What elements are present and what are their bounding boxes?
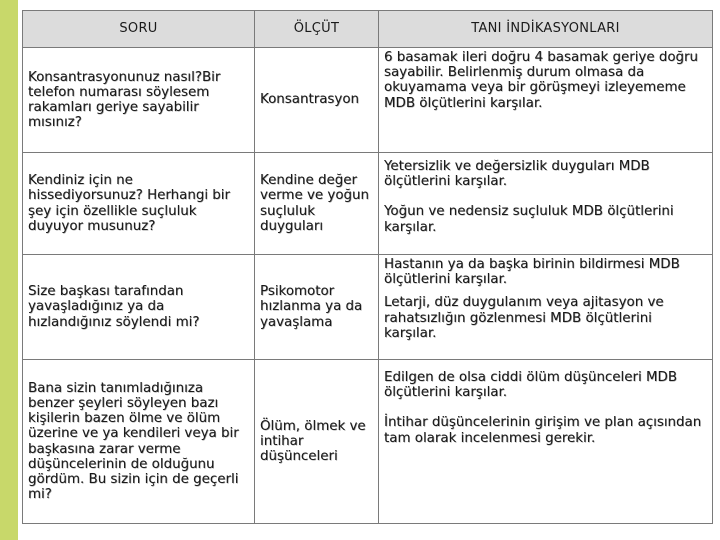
indication-cell [379, 255, 713, 360]
criterion-cell: Psikomotor hızlanma ya da yavaşlama [255, 255, 379, 360]
header-indications: TANI İNDİKASYONLARI [379, 11, 713, 48]
indication-cell [379, 48, 713, 153]
header-question: SORU [23, 11, 255, 48]
table-row [23, 255, 713, 360]
question-cell: Konsantrasyonunuz nasıl?Bir telefon numarası söylesem rakamları geriye sayabilir mısınız? [23, 48, 255, 153]
indication-cell [379, 153, 713, 255]
indication-text: Yoğun ve nedensiz suçluluk MDB ölçütlerini karşılar. [384, 204, 674, 235]
indication-text: Edilgen de olsa ciddi ölüm düşünceleri MDB ölçütlerini karşılar. [384, 370, 678, 401]
question-cell: Size başkası tarafından yavaşladığınız ya da hızlandığınız söylendi mi? [23, 255, 255, 360]
criterion-cell: Ölüm, ölmek ve intihar düşünceleri [255, 360, 379, 524]
indication-text: Hastanın ya da başka birinin bildirmesi MDB ölçütlerini karşılar. [384, 257, 680, 288]
table-row [23, 153, 713, 255]
question-cell: Bana sizin tanımladığınıza benzer şeyleri söyleyen bazı kişilerin bazen ölme ve ölüm üzerine ve ya kendileri veya bir başkasına zarar verme düşüncelerinin de olduğunu gördüm. Bu sizin için de geçerli mi? [23, 360, 255, 524]
indication-text: Yetersizlik ve değersizlik duyguları MDB ölçütlerini karşılar. [384, 159, 650, 190]
indication-text: İntihar düşüncelerinin girişim ve plan açısından tam olarak incelenmesi gerekir. [384, 415, 702, 446]
table-row [23, 48, 713, 153]
criterion-cell: Konsantrasyon [255, 48, 379, 153]
header-row [23, 11, 713, 48]
table-row [23, 360, 713, 524]
header-criterion: ÖLÇÜT [255, 11, 379, 48]
question-cell: Kendiniz için ne hissediyorsunuz? Herhangi bir şey için özellikle suçluluk duyuyor musunuz? [23, 153, 255, 255]
criterion-cell: Kendine değer verme ve yoğun suçluluk duyguları [255, 153, 379, 255]
indication-cell [379, 360, 713, 524]
criteria-table [22, 10, 713, 524]
left-accent-bar [0, 0, 18, 540]
indication-text: Letarji, düz duygulanım veya ajitasyon ve rahatsızlığın gözlenmesi MDB ölçütlerini karşılar. [384, 295, 664, 341]
indication-text: 6 basamak ileri doğru 4 basamak geriye doğru sayabilir. Belirlenmiş durum olmasa da okuyamama veya bir görüşmeyi izleyememe MDB ölçütlerini karşılar. [384, 50, 699, 111]
